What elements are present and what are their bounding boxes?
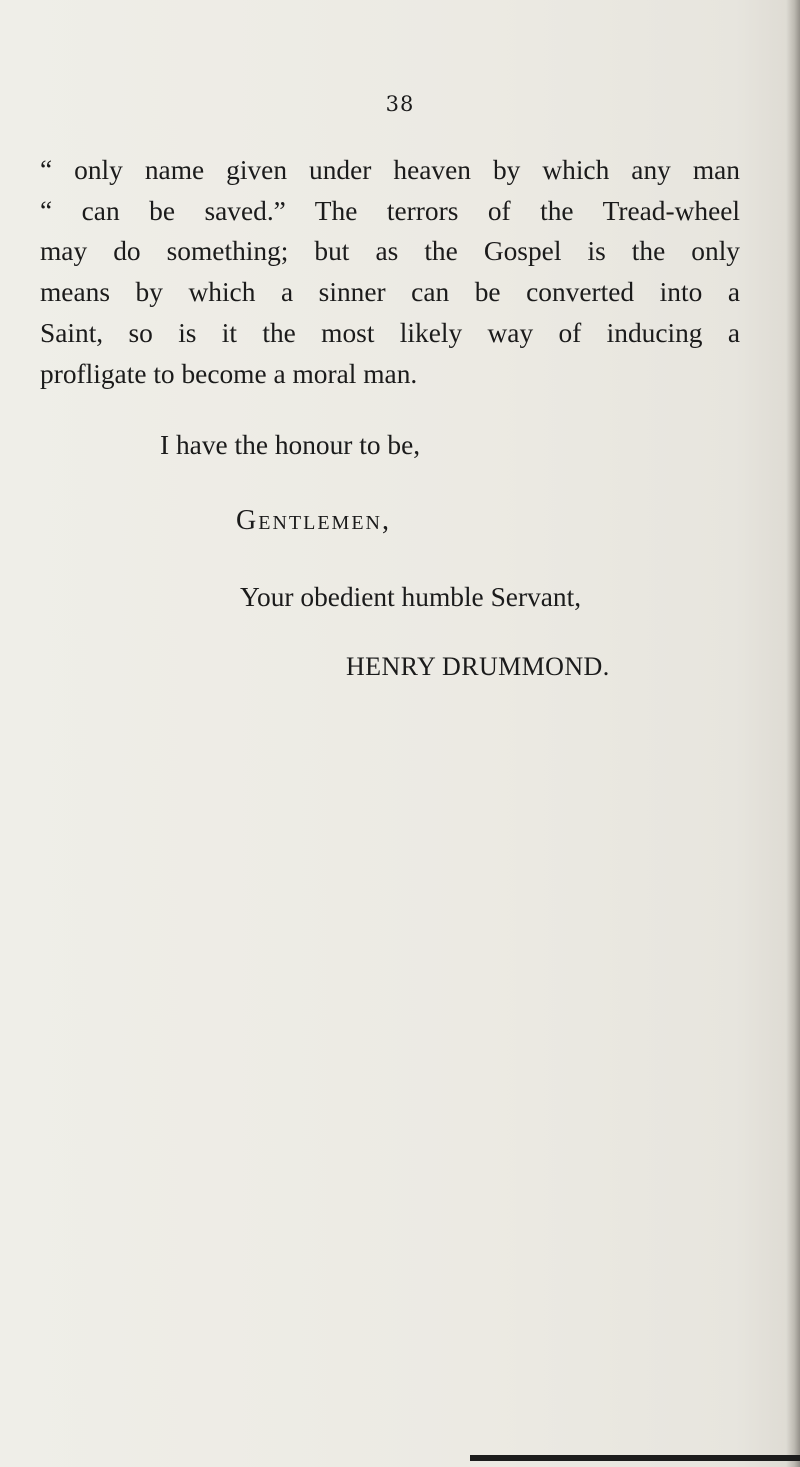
body-line: may do something; but as the Gospel is the only [40, 236, 740, 267]
signature: HENRY DRUMMOND. [346, 652, 610, 681]
body-line: means by which a sinner can be converted into a [40, 277, 740, 308]
salutation: Gentlemen, [236, 505, 391, 536]
closing-line: I have the honour to be, [160, 430, 421, 460]
bottom-rule [470, 1455, 800, 1461]
signoff-line: Your obedient humble Servant, [240, 582, 582, 612]
page-number: 38 [385, 92, 415, 116]
body-paragraph [40, 150, 740, 394]
page-edge-shadow [786, 0, 800, 1467]
body-line: “ can be saved.” The terrors of the Tread-wheel [40, 195, 740, 226]
body-line: Saint, so is it the most likely way of inducing a [40, 317, 740, 348]
body-line: profligate to become a moral man. [40, 358, 418, 389]
body-line: “ only name given under heaven by which any man [40, 155, 740, 185]
